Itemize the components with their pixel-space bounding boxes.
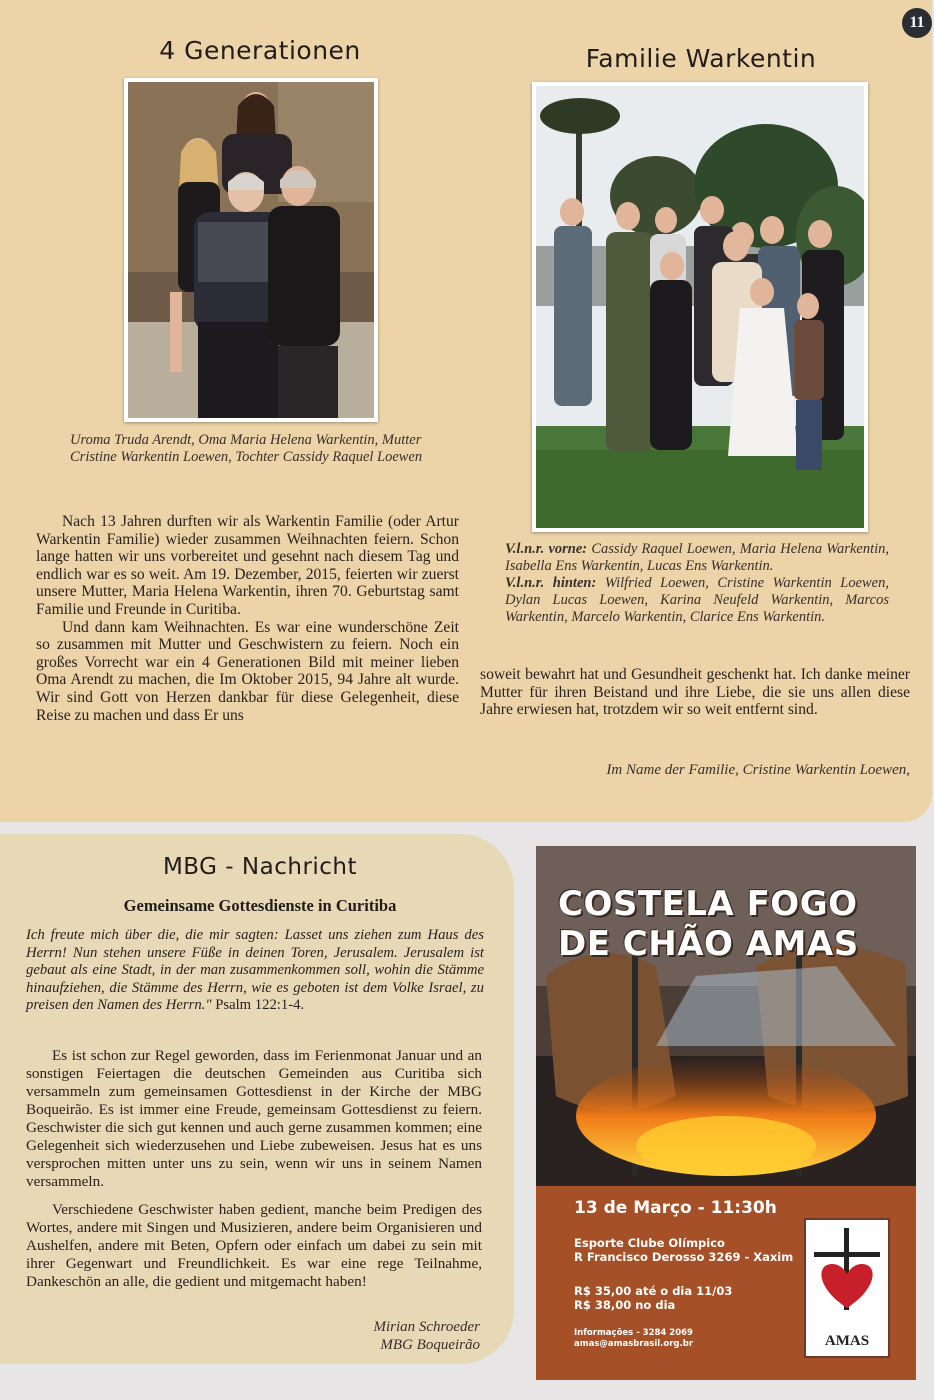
right-paragraph: soweit bewahrt hat und Gesundheit geschenkt hat. Ich danke meiner Mutter für ihren Beistand und ihre Liebe, die sie uns allen diese Jahre erwiesen hat, trotzdem wir so weit entfernt sind.	[480, 666, 910, 719]
family-photo	[532, 82, 868, 532]
cross-heart-icon	[806, 1220, 888, 1328]
psalm-quote-text: Ich freute mich über die, die mir sagten: Lasset uns ziehen zum Haus des Herrn! Nun stehen unsere Füße in deinen Toren, Jerusalem. Jerusalem ist gebaut als eine Stadt, in der man zusammenkommen soll, wohin die Stämme hinaufziehen, die Stämme des Herrn, wie es geboten ist dem Volke Israel, zu preisen den Namen des Herrn."	[26, 927, 484, 1013]
caption-front-label: V.l.n.r. vorne:	[505, 541, 588, 557]
mbg-author-block	[260, 1318, 480, 1354]
mbg-author: Mirian Schroeder	[373, 1319, 480, 1335]
family-signature: Im Name der Familie, Cristine Warkentin Loewen,	[606, 762, 910, 778]
mbg-paragraph-2: Verschiedene Geschwister haben gedient, manche beim Predigen des Wortes, andere mit Singen und Musizieren, andere beim Organisieren und Aushelfen, andere mit Beten, Opfern oder einfach um dabei zu sein mit ihrer Gegenwart und Freundlichkeit. Es war eine rege Teilnahme, Dankeschön an alle, die gedient und mitgemacht haben!	[26, 1201, 482, 1290]
poster-venue-line-2: R Francisco Derosso 3269 - Xaxim	[574, 1250, 794, 1264]
right-article-body	[480, 666, 910, 719]
poster-venue	[574, 1236, 793, 1264]
poster-venue-line-1: Esporte Clube Olímpico	[574, 1236, 725, 1250]
familie-warkentin-title: Familie Warkentin	[585, 44, 817, 73]
poster-info	[574, 1328, 693, 1350]
four-generations-title: 4 Generationen	[159, 36, 361, 65]
poster-info-line-2: amas@amasbrasil.org.br	[574, 1339, 694, 1349]
mbg-paragraph-1: Es ist schon zur Regel geworden, dass im Ferienmonat Januar und an sonstigen Feiertagen die deutschen Gemeinden aus Curitiba sich versammeln zum gemeinsamen Gottesdienst in der Kirche der MBG Boqueirão. Es ist immer eine Freude, gemeinsam Gottesdienst zu feiern. Geschwister die sich gut kennen und auch gerne zusammen kommen; eine Gelegenheit sich wiederzusehen und Liebe zubeweisen. Jesus hat es uns versprochen mitten unter uns zu sein, wenn wir uns in seinem Namen versammeln.	[26, 1047, 482, 1190]
poster-price-line-2: R$ 38,00 no dia	[574, 1298, 676, 1312]
poster-date: 13 de Março - 11:30h	[574, 1198, 777, 1218]
poster-price-line-1: R$ 35,00 até o dia 11/03	[574, 1284, 733, 1298]
family-photo-caption	[505, 541, 889, 626]
mbg-title: MBG - Nachricht	[162, 854, 358, 880]
poster-prices	[574, 1284, 732, 1312]
photo-illustration	[128, 82, 374, 418]
page-number-badge: 11	[902, 8, 932, 38]
mbg-subtitle: Gemeinsame Gottesdienste in Curitiba	[123, 896, 397, 915]
four-generations-photo	[124, 78, 378, 422]
family-photo-illustration	[536, 86, 864, 528]
left-paragraph-1: Nach 13 Jahren durften wir als Warkentin Familie (oder Artur Warkentin Familie) wieder zusammen Weihnachten feiern. Schon lange hatten wir uns vorbereitet und gesehnt nach diesem Tag und endlich war es so weit. Am 19. Dezember, 2015, feierten wir zuerst unsere Mutter, Maria Helena Warkentin, ihren 70. Geburtstag samt Familie und Freunde in Curitiba.	[36, 513, 459, 618]
poster-title-line-1: COSTELA FOGO	[558, 884, 858, 924]
left-paragraph-2: Und dann kam Weihnachten. Es war eine wunderschöne Zeit so zusammen mit Mutter und Geschwistern zu feiern. Noch ein großes Vorrecht war ein 4 Generationen Bild mit meiner lieben Oma Arendt zu machen, die Im Oktober 2015, 94 Jahre alt wurde. Wir sind Gott von Herzen dankbar für diese Gelegenheit, diese Reise zu machen und dass Er uns	[36, 618, 459, 724]
psalm-reference: Psalm 122:1-4.	[215, 997, 305, 1013]
caption-back-label: V.l.n.r. hinten:	[505, 575, 597, 591]
caption-front-names: Cassidy Raquel Loewen, Maria Helena Warkentin, Isabella Ens Warkentin, Lucas Ens Warkentin.	[505, 541, 890, 574]
poster-title	[558, 884, 908, 964]
left-article-body	[36, 513, 459, 724]
amas-logo	[804, 1218, 890, 1358]
caption-back-names: Wilfried Loewen, Cristine Warkentin Loewen, Dylan Lucas Loewen, Karina Neufeld Warkentin, Marcos Warkentin, Marcelo Warkentin, Clarice Ens Warkentin.	[505, 575, 889, 625]
four-generations-caption: Uroma Truda Arendt, Oma Maria Helena Warkentin, Mutter Cristine Warkentin Loewen, Tochter Cassidy Raquel Loewen	[70, 432, 423, 465]
mbg-body	[26, 1047, 482, 1301]
poster-title-line-2: DE CHÃO AMAS	[558, 924, 859, 964]
psalm-quote	[26, 927, 484, 1015]
amas-logo-text: AMAS	[824, 1333, 870, 1349]
costela-event-poster	[536, 846, 916, 1380]
mbg-author-org: MBG Boqueirão	[380, 1337, 480, 1353]
poster-info-line-1: Informações - 3284 2069	[574, 1328, 693, 1338]
